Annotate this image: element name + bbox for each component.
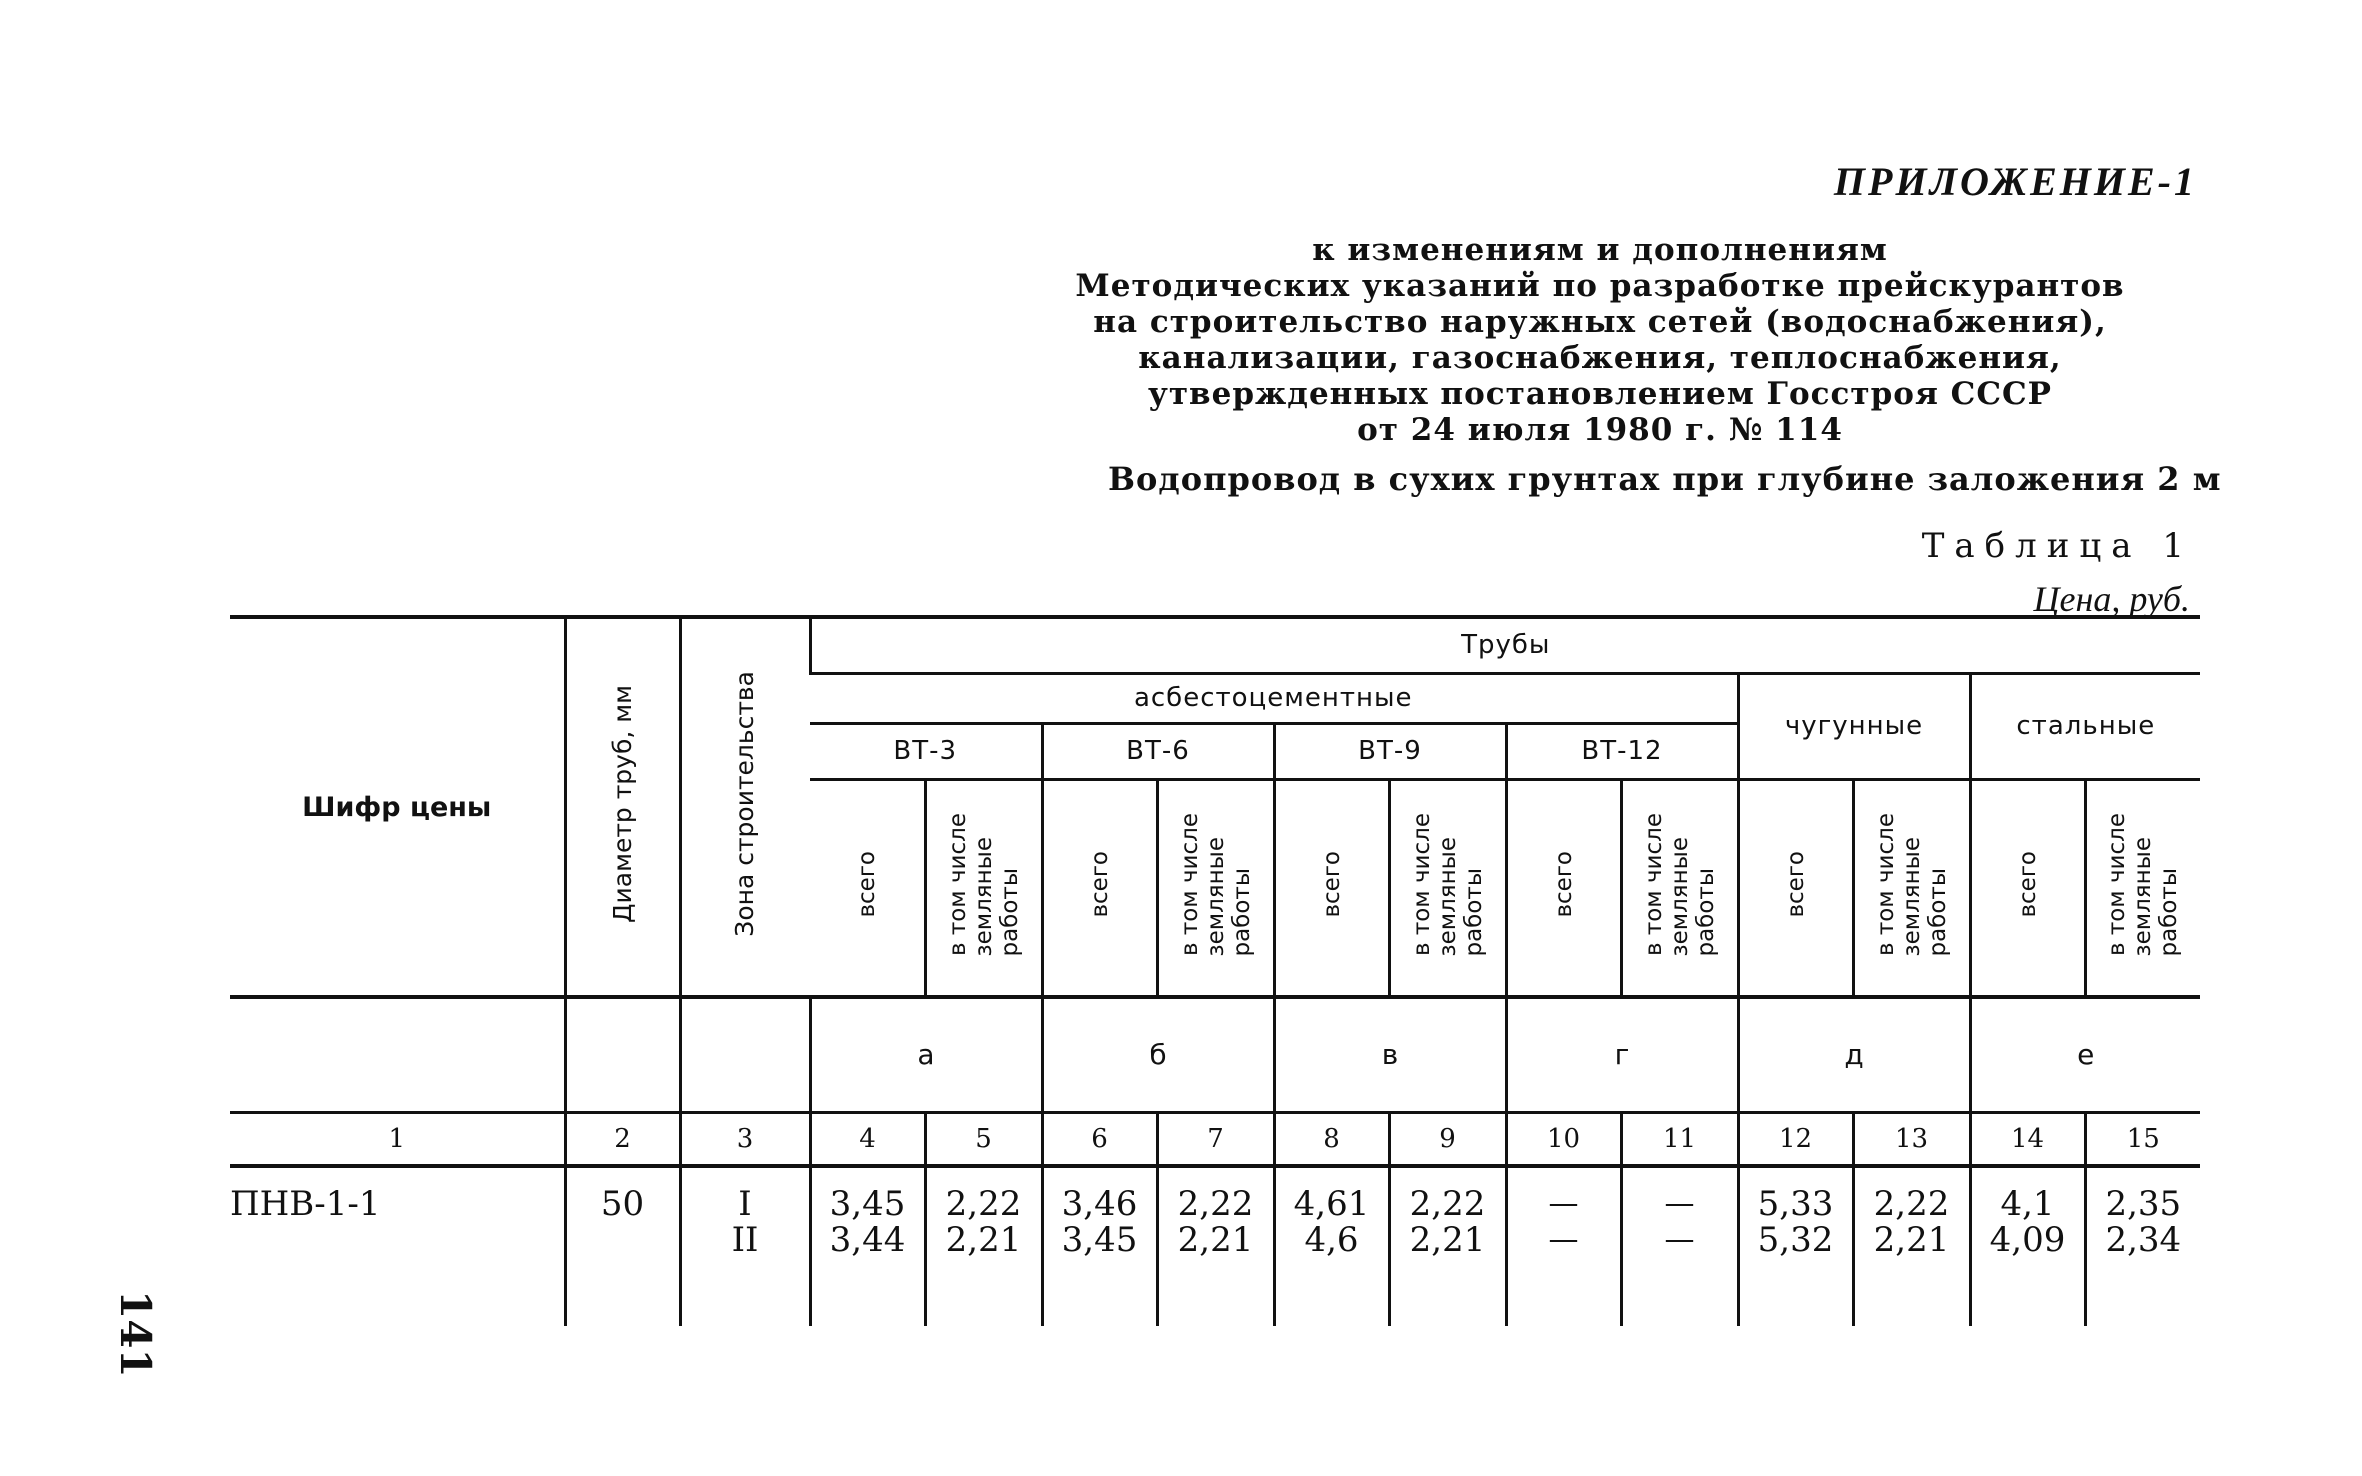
column-number: 6 <box>1042 1112 1157 1166</box>
price-cell <box>1738 1166 1853 1326</box>
price-cell <box>1970 1166 2085 1326</box>
price-cell <box>925 1166 1042 1326</box>
price-value: 4,1 <box>2000 1184 2055 1224</box>
header-diameter-label: Диаметр труб, мм <box>607 685 637 923</box>
pipe-diameter: 50 <box>565 1166 680 1326</box>
earthworks-line: земляные <box>970 836 997 957</box>
earthworks-line: в том числе <box>1640 813 1667 957</box>
subtitle-line: на строительство наружных сетей (водоснабжения), <box>1093 304 2107 340</box>
appendix-title: ПРИЛОЖЕНИЕ-1 <box>1833 159 2197 204</box>
column-number: 10 <box>1506 1112 1621 1166</box>
header-total <box>1506 779 1621 997</box>
earthworks-line: работы <box>1460 867 1487 957</box>
subtitle-line: утвержденных постановлением Госстроя СССР <box>1148 376 2052 412</box>
column-number: 15 <box>2085 1112 2200 1166</box>
column-number: 1 <box>230 1112 565 1166</box>
earthworks-line: работы <box>1692 867 1719 957</box>
header-class-vt6: ВТ-6 <box>1042 723 1274 779</box>
price-value: 3,45 <box>829 1184 906 1224</box>
group-letter: в <box>1274 997 1506 1112</box>
total-label: всего <box>1782 851 1809 918</box>
price-value: — <box>1548 1222 1579 1257</box>
column-number: 9 <box>1389 1112 1506 1166</box>
price-cell <box>1274 1166 1389 1326</box>
group-letter: д <box>1738 997 1970 1112</box>
price-value: 4,09 <box>1989 1220 2066 1260</box>
column-number: 11 <box>1621 1112 1738 1166</box>
earthworks-line: земляные <box>1202 836 1229 957</box>
price-cell <box>1042 1166 1157 1326</box>
price-value: 5,32 <box>1757 1220 1834 1260</box>
total-label: всего <box>1086 851 1113 918</box>
price-value: 2,22 <box>945 1184 1022 1224</box>
table-label: Таблица 1 <box>1921 526 2194 566</box>
price-cell <box>1853 1166 1970 1326</box>
group-letter: е <box>1970 997 2200 1112</box>
header-incl-earthworks <box>925 779 1042 997</box>
earthworks-line: в том числе <box>2104 813 2131 957</box>
letter-cell-empty <box>565 997 680 1112</box>
price-value: 2,22 <box>1409 1184 1486 1224</box>
earthworks-line: в том числе <box>944 813 971 957</box>
header-pipes: Трубы <box>810 617 2200 673</box>
earthworks-line: в том числе <box>1408 813 1435 957</box>
column-number: 12 <box>1738 1112 1853 1166</box>
total-label: всего <box>2014 851 2041 918</box>
price-cell <box>1621 1166 1738 1326</box>
header-zone <box>680 617 810 997</box>
header-asbestos: асбестоцементные <box>810 673 1738 723</box>
group-letter: б <box>1042 997 1274 1112</box>
header-incl-earthworks <box>2085 779 2200 997</box>
subtitle-line: к изменениям и дополнениям <box>1312 232 1888 268</box>
price-value: 3,44 <box>829 1220 906 1260</box>
header-diameter <box>565 617 680 997</box>
earthworks-line: работы <box>2156 867 2183 957</box>
price-value: 2,21 <box>1409 1220 1486 1260</box>
header-class-vt9: ВТ-9 <box>1274 723 1506 779</box>
zone-cell <box>680 1166 810 1326</box>
price-cell <box>1389 1166 1506 1326</box>
header-incl-earthworks <box>1389 779 1506 997</box>
header-zone-label: Зона строительства <box>730 671 759 937</box>
price-value: 4,61 <box>1293 1184 1370 1224</box>
price-value: — <box>1664 1222 1695 1257</box>
price-value: 2,21 <box>1873 1220 1950 1260</box>
earthworks-line: земляные <box>1666 836 1693 957</box>
header-class-vt12: ВТ-12 <box>1506 723 1738 779</box>
earthworks-line: в том числе <box>1872 813 1899 957</box>
header-total <box>810 779 925 997</box>
header-incl-earthworks <box>1157 779 1274 997</box>
header-price-code: Шифр цены <box>230 617 565 997</box>
price-table <box>230 615 2200 1326</box>
price-value: 4,6 <box>1304 1220 1359 1260</box>
page-number: 141 <box>111 1290 160 1378</box>
letter-cell-empty <box>680 997 810 1112</box>
column-number: 7 <box>1157 1112 1274 1166</box>
zone-value: II <box>731 1220 759 1260</box>
group-letter: а <box>810 997 1042 1112</box>
price-unit: Цена, руб. <box>2033 579 2190 619</box>
column-number: 3 <box>680 1112 810 1166</box>
earthworks-line: работы <box>1924 867 1951 957</box>
total-label: всего <box>1550 851 1577 918</box>
price-value: 2,35 <box>2105 1184 2182 1224</box>
price-cell <box>1506 1166 1621 1326</box>
letter-cell-empty <box>230 997 565 1112</box>
earthworks-line: в том числе <box>1176 813 1203 957</box>
header-total <box>1970 779 2085 997</box>
header-total <box>1738 779 1853 997</box>
subtitle-line: Методических указаний по разработке прейскурантов <box>1075 268 2125 304</box>
document-subtitle <box>1000 232 2200 448</box>
price-value: 2,34 <box>2105 1220 2182 1260</box>
zone-value: I <box>738 1184 752 1224</box>
earthworks-line: работы <box>996 867 1023 957</box>
price-value: 3,45 <box>1061 1220 1138 1260</box>
total-label: всего <box>853 851 880 918</box>
table-row <box>230 1166 2200 1326</box>
section-heading: Водопровод в сухих грунтах при глубине заложения 2 м <box>1108 460 2222 498</box>
column-number: 4 <box>810 1112 925 1166</box>
price-cell <box>1157 1166 1274 1326</box>
column-number: 2 <box>565 1112 680 1166</box>
total-label: всего <box>1318 851 1345 918</box>
price-value: 2,21 <box>1177 1220 1254 1260</box>
header-cast-iron: чугунные <box>1738 673 1970 779</box>
header-total <box>1274 779 1389 997</box>
column-number: 13 <box>1853 1112 1970 1166</box>
group-letter: г <box>1506 997 1738 1112</box>
price-value: — <box>1548 1186 1579 1221</box>
price-value: 5,33 <box>1757 1184 1834 1224</box>
earthworks-line: земляные <box>1898 836 1925 957</box>
column-number: 5 <box>925 1112 1042 1166</box>
price-value: 3,46 <box>1061 1184 1138 1224</box>
header-class-vt3: ВТ-3 <box>810 723 1042 779</box>
price-value: 2,22 <box>1873 1184 1950 1224</box>
column-number: 14 <box>1970 1112 2085 1166</box>
earthworks-line: земляные <box>1434 836 1461 957</box>
earthworks-line: земляные <box>2130 836 2157 957</box>
header-incl-earthworks <box>1853 779 1970 997</box>
earthworks-line: работы <box>1228 867 1255 957</box>
header-incl-earthworks <box>1621 779 1738 997</box>
header-total <box>1042 779 1157 997</box>
subtitle-line: канализации, газоснабжения, теплоснабжения, <box>1138 340 2062 376</box>
header-steel: стальные <box>1970 673 2200 779</box>
price-cell <box>810 1166 925 1326</box>
price-value: — <box>1664 1186 1695 1221</box>
price-value: 2,21 <box>945 1220 1022 1260</box>
price-value: 2,22 <box>1177 1184 1254 1224</box>
price-cell <box>2085 1166 2200 1326</box>
subtitle-line: от 24 июля 1980 г. № 114 <box>1357 412 1843 448</box>
column-number: 8 <box>1274 1112 1389 1166</box>
price-code: ПНВ-1-1 <box>230 1166 565 1326</box>
